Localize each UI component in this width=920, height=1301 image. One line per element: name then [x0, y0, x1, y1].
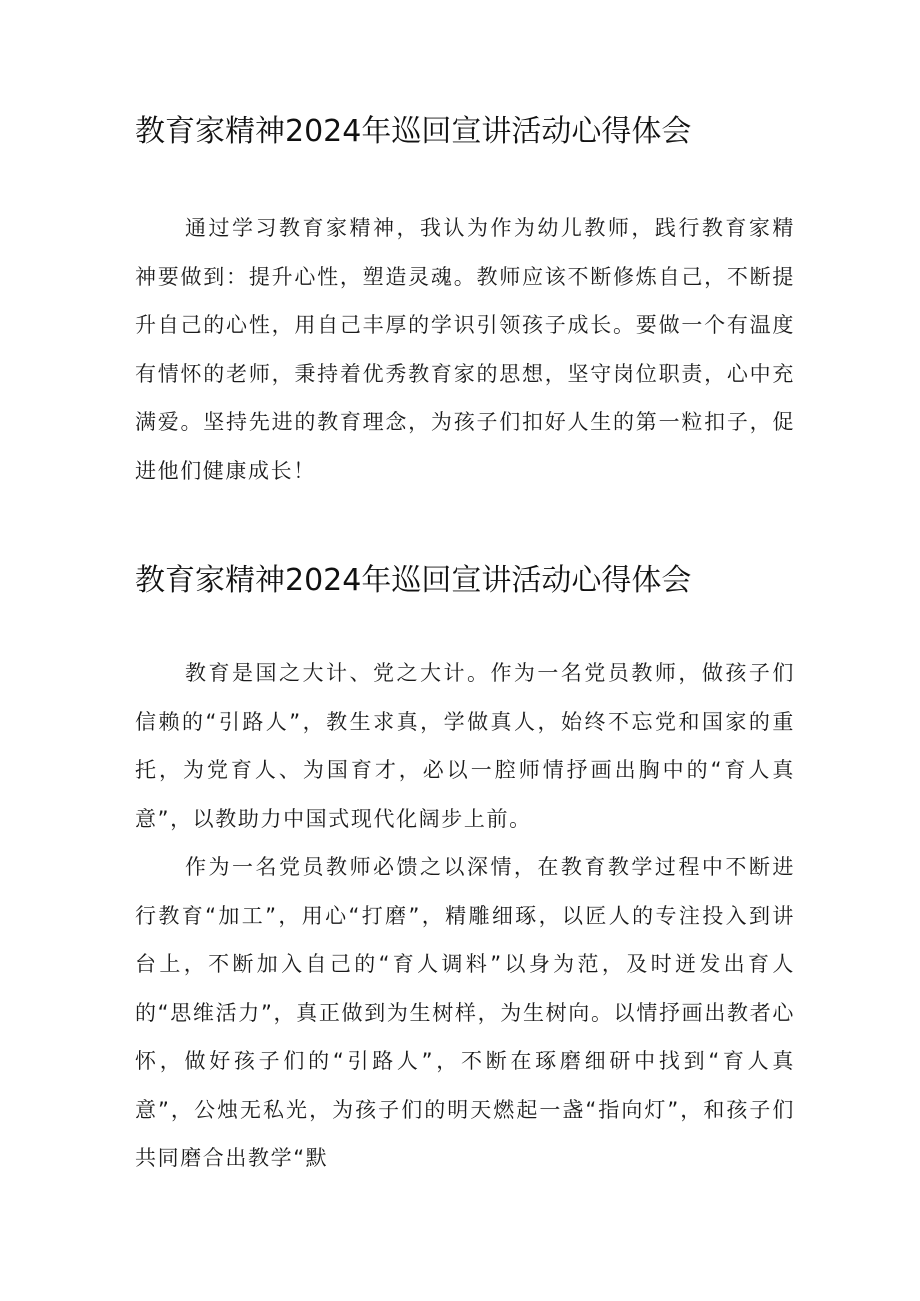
section-1-paragraph-1: 通过学习教育家精神，我认为作为幼儿教师，践行教育家精神要做到：提升心性，塑造灵魂。教师应该不断修炼自己，不断提升自己的心性，用自己丰厚的学识引领孩子成长。要做一个有温度有情怀的老师，秉持着优秀教育家的思想，坚守岗位职责，心中充满爱。坚持先进的教育理念，为孩子们扣好人生的第一粒扣子，促进他们健康成长！	[135, 216, 795, 483]
section-2-paragraph-1: 教育是国之大计、党之大计。作为一名党员教师，做孩子们信赖的“引路人”，教生求真，学做真人，始终不忘党和国家的重托，为党育人、为国育才，必以一腔师情抒画出胸中的“育人真意”，以教助力中国式现代化阔步上前。	[135, 661, 795, 831]
section-2-title: 教育家精神2024年巡回宣讲活动心得体会	[135, 563, 692, 598]
section-2-paragraph-2: 作为一名党员教师必馈之以深情，在教育教学过程中不断进行教育“加工”，用心“打磨”，精雕细琢，以匠人的专注投入到讲台上，不断加入自己的“育人调料”以身为范，及时迸发出育人的“思维活力”，真正做到为生树样，为生树向。以情抒画出教者心怀，做好孩子们的“引路人”，不断在琢磨细研中找到“育人真意”，公烛无私光，为孩子们的明天燃起一盏“指向灯”，和孩子们共同磨合出教学“默	[135, 855, 795, 1170]
section-1-title: 教育家精神2024年巡回宣讲活动心得体会	[135, 114, 692, 149]
